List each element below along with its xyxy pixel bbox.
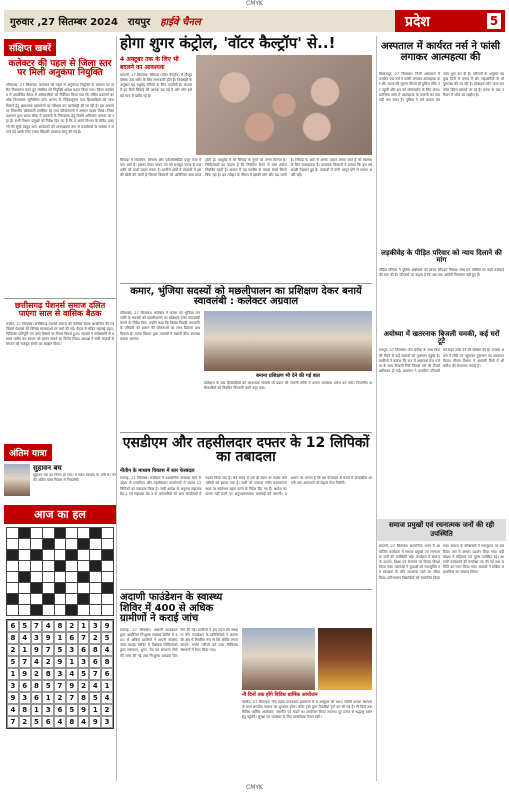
sudoku-cell: 5 [19, 620, 31, 632]
obituary-block [4, 441, 116, 499]
sudoku-cell: 5 [66, 704, 78, 716]
sudoku-cell: 9 [66, 680, 78, 692]
crossword-grid [6, 527, 114, 616]
community-photo [242, 628, 315, 690]
sudoku-cell: 9 [101, 620, 113, 632]
left-story2-headline: छत्तीसगढ़ पेंशनर्स समाज दलित पाएंगा साल से वासिक बैठक [14, 300, 106, 319]
masthead-info [4, 10, 395, 32]
sudoku-cell: 2 [42, 656, 54, 668]
edition-city: रायपुर [127, 17, 151, 28]
right-headline: अस्पताल में कार्यरत नर्स ने फांसी लगाकर आत्महत्या की [380, 41, 501, 63]
obituary-name: सुहावन बघ [33, 463, 62, 472]
left-story1-body: गरियाबंद, 27 सितम्बर। कलेक्टर की पहल से अनुकम्पा नियुक्ति के प्रकरण का त्वरित निराकरण करते हुए संबंधित को नियुक्ति आदेश प्रदान किया गया। जिला कार्यालय में आयोजित बैठक में अधिकारियों को निर्देशित किया गया कि लंबित प्रकरणों का शीघ्र निराकरण सुनिश्चित करें। शासन के निर्देशानुसार पात्र हितग्राहियों को लाभ दिलाने हेतु आवश्यक दस्तावेजों का परीक्षण कर कार्यवाही की जा रही है। इस अवसर पर विभागीय अधिकारी उपस्थित रहे तथा परिवारजनों ने आभार व्यक्त किया। जिला प्रशासन द्वारा समय सीमा में प्रकरणों के निराकरण हेतु विशेष अभियान चलाया जा रहा है। सभी विभाग प्रमुखों को निर्देश दिए गए हैं कि वे अपने विभाग के लंबित प्रकरणों की सूची प्रस्तुत करें। आवेदकों को अनावश्यक रूप से कार्यालयों के चक्कर न लगाने पड़े इसके लिए एकल खिड़की व्यवस्था लागू की गई है। [6, 82, 114, 134]
issue-date: गुरुवार ,27 सितम्बर 2024 [10, 17, 118, 28]
sudoku-cell: 5 [101, 632, 113, 644]
right-story2-headline: अयोध्या में खतरनाक बिजली चमकी, कई घरों टूटे [383, 329, 500, 346]
sudoku-cell: 7 [7, 716, 19, 728]
temple-photo [318, 628, 372, 690]
newspaper-brand: हाईवे चैनल [160, 17, 201, 28]
sudoku-cell: 6 [101, 668, 113, 680]
sudoku-cell: 7 [54, 680, 66, 692]
brief-news-tag: संक्षिप्त खबरें [4, 39, 56, 56]
sudoku-cell: 2 [7, 644, 19, 656]
sudoku-cell: 4 [7, 704, 19, 716]
sudoku-cell: 6 [54, 704, 66, 716]
story5-body: बालोद, 27 सितम्बर। गंगा मइया पावनधाम झलमला में 3 अक्टूबर को 900 ज्योति कलश स्थापना के साथ शारदीय नवरात्र का शुभारंभ होगा। मंदिर ट्रस्ट द्वारा तैयारियां पूर्ण कर ली गई हैं। नौ दिनों तक विविध धार्मिक आयोजन, जसगीत एवं भंडारे का आयोजन किया जाएगा। दूर दराज से श्रद्धालु दर्शन हेतु पहुंचेंगे। सुरक्षा एवं व्यवस्था के लिए स्वयंसेवक तैनात रहेंगे। [242, 699, 372, 720]
color-registration-mark-bottom: CMYK [246, 784, 263, 791]
sudoku-cell: 4 [31, 656, 43, 668]
lead-headline: होगा शुगर कंट्रोल, 'वॉटर कैल्ट्रॉप' से..! [120, 34, 336, 52]
sudoku-cell: 2 [89, 632, 101, 644]
sudoku-cell: 5 [7, 656, 19, 668]
sudoku-cell: 3 [19, 692, 31, 704]
sudoku-cell: 3 [54, 668, 66, 680]
sudoku-cell: 1 [19, 644, 31, 656]
middle-column [120, 36, 372, 781]
sudoku-cell: 3 [31, 632, 43, 644]
sudoku-cell: 3 [42, 704, 54, 716]
sudoku-cell: 8 [19, 704, 31, 716]
right-story2-body: रायपुर, 27 सितम्बर। तेज बारिश के साथ बिजली गिरने से कई मकानों को नुकसान पहुंचा है। ग्रामीणों ने बताया कि रात में अचानक तेज गर्जना के साथ बिजली गिरी जिससे घरों की दीवारें क्षतिग्रस्त हो गईं। प्रशासन ने प्रभावित परिवारों को राहत राशि देने की घोषणा की है। राजस्व अमले ने मौके पर पहुंचकर नुकसान का आकलन किया। मौसम विभाग ने आगामी दिनों में भी बारिश की संभावना जताई है। [379, 348, 504, 374]
sudoku-cell: 4 [78, 716, 90, 728]
story3-subheadline: नीतीन के माध्यम विकास में स्तर फेरबदल [120, 468, 195, 475]
sudoku-cell: 9 [89, 716, 101, 728]
sudoku-cell: 1 [54, 632, 66, 644]
lead-body-2: सिंघाड़ा में विटामिन, मिनरल और एंटीऑक्सीडेंट प्रचुर मात्रा में पाए जाते हैं। इसका सेवन पाचन तंत्र को मजबूत करता है तथा शरीर को ऊर्जा प्रदान करता है। ग्रामीण क्षेत्रों में तालाबों में इसकी खेती की जाती है जिससे किसानों को अतिरिक्त आय प्राप्त होती है। आयुर्वेद में भी सिंघाड़े के गुणों का वर्णन मिलता है। चिकित्सकों का कहना है कि नियमित सेवन से रक्त शर्करा नियंत्रित रहती है। बाजार में यह चालीस से पचास रुपये किलो बिक रहा है। व्रत त्योहार के मौसम में इसकी मांग और बढ़ जाती है। सिंघाड़े के आटे से अनेक व्यंजन बनाए जाते हैं जो स्वास्थ्य के लिए लाभदायक हैं। उत्पादक किसानों ने बताया कि इस वर्ष अच्छी पैदावार हुई है। तालाबों में पानी भरपूर होने से फसल अच्छी रही। [120, 157, 372, 178]
story2-photo [204, 311, 372, 371]
sudoku-cell: 9 [19, 668, 31, 680]
sudoku-cell: 9 [7, 692, 19, 704]
story2-body-2: प्रशिक्षण के बाद हितग्राहियों को आवश्यक सामग्री भी प्रदान की जाएगी ताकि वे अपना व्यवसाय प्रारंभ कर सकें। विभागीय अधिकारियों को नियमित निगरानी करने कहा गया। [204, 380, 372, 390]
sudoku-cell: 4 [89, 680, 101, 692]
sudoku-cell: 7 [31, 620, 43, 632]
obituary-body: सुहावन बघ का निधन हो गया। वे सरल स्वभाव के धनी थे। उनकी अंतिम यात्रा निवास से निकलेगी। [33, 472, 116, 482]
sudoku-cell: 9 [42, 632, 54, 644]
sudoku-cell: 1 [101, 680, 113, 692]
crime-headline: लड़कीवेह के पीड़ित परिवार को न्याय दिलाने की मांग [381, 249, 502, 265]
story2-body-1: गरियाबंद, 27 सितम्बर। कलेक्टर ने कमार एवं भुंजिया जनजाति के सदस्यों को मछलीपालन का प्रशिक्षण देकर स्वावलंबी बनाने के निर्देश दिए। उन्होंने कहा कि विशेष पिछड़ी जनजाति के परिवारों को शासन की योजनाओं का लाभ दिलाना प्राथमिकता है। मत्स्य विभाग द्वारा तालाबों में मछली बीज उपलब्ध कराया जाएगा। [120, 310, 200, 341]
left-story2-body: कांकेर, 27 सितम्बर। छत्तीसगढ़ पेंशनर्स समाज की मासिक बैठक आयोजित की गई जिसमें पेंशनर्स की विभिन्न समस्याओं पर चर्चा की गई। बैठक में लंबित महंगाई राहत, चिकित्सा प्रतिपूर्ति एवं अन्य विषयों पर विचार विमर्श हुआ। सदस्यों ने सर्वसम्मति से प्रस्ताव पारित कर शासन को ज्ञापन भेजने का निर्णय लिया। अध्यक्ष ने सभी सदस्यों से संगठन को मजबूत बनाने का आह्वान किया। [6, 321, 114, 347]
sudoku-cell: 1 [31, 704, 43, 716]
story3-body: रायगढ़, 27 सितम्बर। कलेक्टर ने प्रशासनिक कसावट लाने के उद्देश्य से एसडीएम और तहसीलदार कार्यालयों में पदस्थ 12 लिपिकों का तबादला किया है। जारी आदेश के अनुसार सहायक ग्रेड-2 एवं सहायक ग्रेड-3 के कर्मचारियों को अन्य कार्यालयों में पदस्थ किया गया है। लंबे समय से एक ही स्थान पर पदस्थ कर्मचारियों को हटाया गया है। सभी को तत्काल नवीन पदस्थापना स्थल पर कार्यभार ग्रहण करने के निर्देश दिए गए हैं। आदेश का पालन नहीं करने पर अनुशासनात्मक कार्रवाई की जाएगी। प्रशासन का मानना है कि इस फेरबदल से कार्यों में पारदर्शिता आएगी तथा आमजनों को बेहतर सेवा मिलेगी। [120, 476, 372, 496]
lead-photo [196, 55, 372, 155]
right-story1-body: बिलासपुर, 27 सितम्बर। निजी अस्पताल में कार्यरत एक नर्स ने फांसी लगाकर आत्महत्या कर ली। घटना की सूचना मिलते ही पुलिस मौके पर पहुंची और शव को पोस्टमार्टम के लिए भेजा। प्रारंभिक जांच में आत्महत्या के कारणों का पता नहीं चल सका है। पुलिस ने मर्ग कायम कर जांच शुरू कर दी है। परिजनों के अनुसार वह कुछ दिनों से तनाव में थी। सहकर्मियों से भी पूछताछ की जा रही है। मोबाइल फोन जब्त कर कॉल डिटेल खंगाले जा रहे हैं। घटना के बाद परिवार में शोक का माहौल है। [379, 72, 504, 103]
sudoku-cell: 8 [89, 644, 101, 656]
section-title: प्रदेश [405, 13, 430, 30]
sudoku-cell: 8 [31, 680, 43, 692]
sudoku-cell: 5 [54, 644, 66, 656]
sudoku-cell: 8 [42, 668, 54, 680]
sudoku-cell: 2 [66, 620, 78, 632]
sudoku-cell: 2 [78, 680, 90, 692]
crime-body: पीड़ित परिवार ने पुलिस अधीक्षक को ज्ञापन सौंपकर निष्पक्ष जांच एवं दोषियों पर कड़ी कार्रवाई की मांग की है। परिजनों का कहना है कि अब तक आरोपी गिरफ्तार नहीं हुए हैं। [379, 267, 504, 277]
sudoku-cell: 6 [42, 716, 54, 728]
sudoku-cell: 7 [89, 668, 101, 680]
lead-body-1: धमतरी, 27 सितम्बर। सिंघाड़ा (वॉटर कैल्ट्रॉप) में मौजूद पोषक तत्व शरीर के लिए लाभकारी होते हैं। विशेषज्ञों के अनुसार यह मधुमेह रोगियों के लिए उपयोगी है। बाजार में इन दिनों सिंघाड़े की आवक बढ़ गई है और लोग इसे बड़े चाव से खरीद रहे हैं। [120, 72, 192, 98]
sudoku-cell: 3 [101, 716, 113, 728]
story4-headline: अदाणी फाउंडेशन के स्वास्थ्य शिविर में 400 से अधिक ग्रामीणों ने कराई जांच [120, 592, 223, 625]
story3-headline: एसडीएम और तहसीलदार दफ्तर के 12 लिपिकों का तबादला [122, 434, 370, 466]
sudoku-cell: 2 [31, 668, 43, 680]
puzzle-title: आज का हल [4, 505, 116, 524]
sudoku-cell: 7 [66, 692, 78, 704]
color-registration-mark: CMYK [246, 0, 263, 7]
lead-subheadline: 4 अक्टूबर तक के लिए भी बदलने का आवश्यक [120, 55, 179, 71]
masthead [4, 10, 505, 32]
sudoku-cell: 4 [19, 632, 31, 644]
story4-body: रायगढ़, 27 सितम्बर। अदाणी फाउंडेशन द्वारा आयोजित निःशुल्क स्वास्थ्य शिविर में 400 से अधिक ग्रामीणों ने अपनी स्वास्थ्य जांच कराई। शिविर में विशेषज्ञ चिकित्सकों द्वारा रक्तचाप, शुगर, नेत्र एवं सामान्य रोगों की जांच की गई तथा निःशुल्क दवाइयां वितरित की गईं। ग्रामीणों ने इस पहल की सराहना की। फाउंडेशन के प्रतिनिधियों ने बताया कि क्षेत्र में नियमित रूप से ऐसे शिविर लगाए जाएंगे। गंभीर मरीजों को उच्च चिकित्सा संस्थानों में रेफर किया गया। [120, 627, 238, 658]
sudoku-cell: 3 [78, 656, 90, 668]
sudoku-cell: 6 [78, 644, 90, 656]
community-headline: समाज प्रमुखों एवं रचनात्मक जनों की रही उपस्थिति [377, 519, 506, 541]
sudoku-cell: 4 [66, 668, 78, 680]
sudoku-cell: 7 [19, 656, 31, 668]
sudoku-cell: 3 [66, 644, 78, 656]
page-number: 5 [487, 13, 501, 29]
sudoku-cell: 9 [31, 644, 43, 656]
sudoku-cell: 1 [89, 704, 101, 716]
sudoku-cell: 2 [19, 716, 31, 728]
left-column [4, 36, 117, 781]
right-story3-body: धमतरी, 27 सितम्बर। सामाजिक भवन में आयोजित कार्यक्रम में समाज प्रमुखों एवं रचनात्मक जनों की उपस्थिति रही। कार्यक्रम में समाज के उत्थान, शिक्षा एवं रोजगार पर विचार विमर्श किया गया। वक्ताओं ने युवाओं को नशामुक्ति एवं स्वच्छता के प्रति जागरूक रहने का संदेश दिया। प्रतिभावान विद्यार्थियों को सम्मानित किया गया। समाज के वरिष्ठजनों ने एकजुटता पर बल दिया। अंत में आभार प्रदर्शन किया गया। बड़ी संख्या में महिलाएं एवं पुरुष उपस्थित रहे। आगामी कार्यक्रमों की रूपरेखा तय की गई तथा समिति का गठन किया गया। सदस्यों ने सक्रिय सहभागिता का संकल्प लिया। [379, 544, 504, 580]
sudoku-cell: 5 [42, 680, 54, 692]
sudoku-cell: 7 [78, 632, 90, 644]
sudoku-cell: 1 [42, 692, 54, 704]
sudoku-cell: 4 [42, 620, 54, 632]
sudoku-cell: 7 [42, 644, 54, 656]
sudoku-cell: 3 [7, 680, 19, 692]
story2-headline: कमार, भुंजिया सदस्यों को मछलीपालन का प्रशिक्षण देकर बनायें स्वावलंबी : कलेक्टर अग्रवाल [130, 285, 362, 308]
sudoku-cell: 6 [7, 620, 19, 632]
sudoku-cell: 6 [31, 692, 43, 704]
sudoku-cell: 9 [78, 704, 90, 716]
sudoku-cell: 4 [54, 716, 66, 728]
right-column [376, 36, 506, 781]
sudoku-cell: 8 [66, 716, 78, 728]
left-story1-headline: कलेक्टर की पहल से जिला स्तर पर मिली अनुकंपा नियुक्ति [8, 59, 112, 79]
sudoku-cell: 8 [101, 656, 113, 668]
sudoku-solution-grid [6, 619, 114, 729]
sudoku-cell: 2 [101, 704, 113, 716]
sudoku-cell: 8 [78, 692, 90, 704]
sudoku-cell: 5 [31, 716, 43, 728]
story5-subheadline: नौ दिनों तक होंगे विविध धार्मिक आयोजन [242, 691, 318, 698]
sudoku-cell: 5 [89, 692, 101, 704]
sudoku-cell: 8 [54, 620, 66, 632]
obituary-photo [4, 464, 30, 496]
sudoku-cell: 6 [66, 632, 78, 644]
story2-caption: बनाना प्रशिक्षण भी देने की गई बात [256, 372, 320, 379]
section-banner [395, 10, 505, 32]
sudoku-cell: 4 [101, 692, 113, 704]
sudoku-cell: 1 [78, 620, 90, 632]
sudoku-cell: 3 [89, 620, 101, 632]
sudoku-cell: 6 [89, 656, 101, 668]
sudoku-cell: 1 [66, 656, 78, 668]
sudoku-cell: 6 [19, 680, 31, 692]
sudoku-cell: 8 [7, 632, 19, 644]
sudoku-cell: 5 [78, 668, 90, 680]
sudoku-cell: 2 [54, 692, 66, 704]
sudoku-cell: 9 [54, 656, 66, 668]
sudoku-cell: 4 [101, 644, 113, 656]
sudoku-cell: 1 [7, 668, 19, 680]
obituary-tag: अंतिम यात्रा [4, 444, 52, 461]
